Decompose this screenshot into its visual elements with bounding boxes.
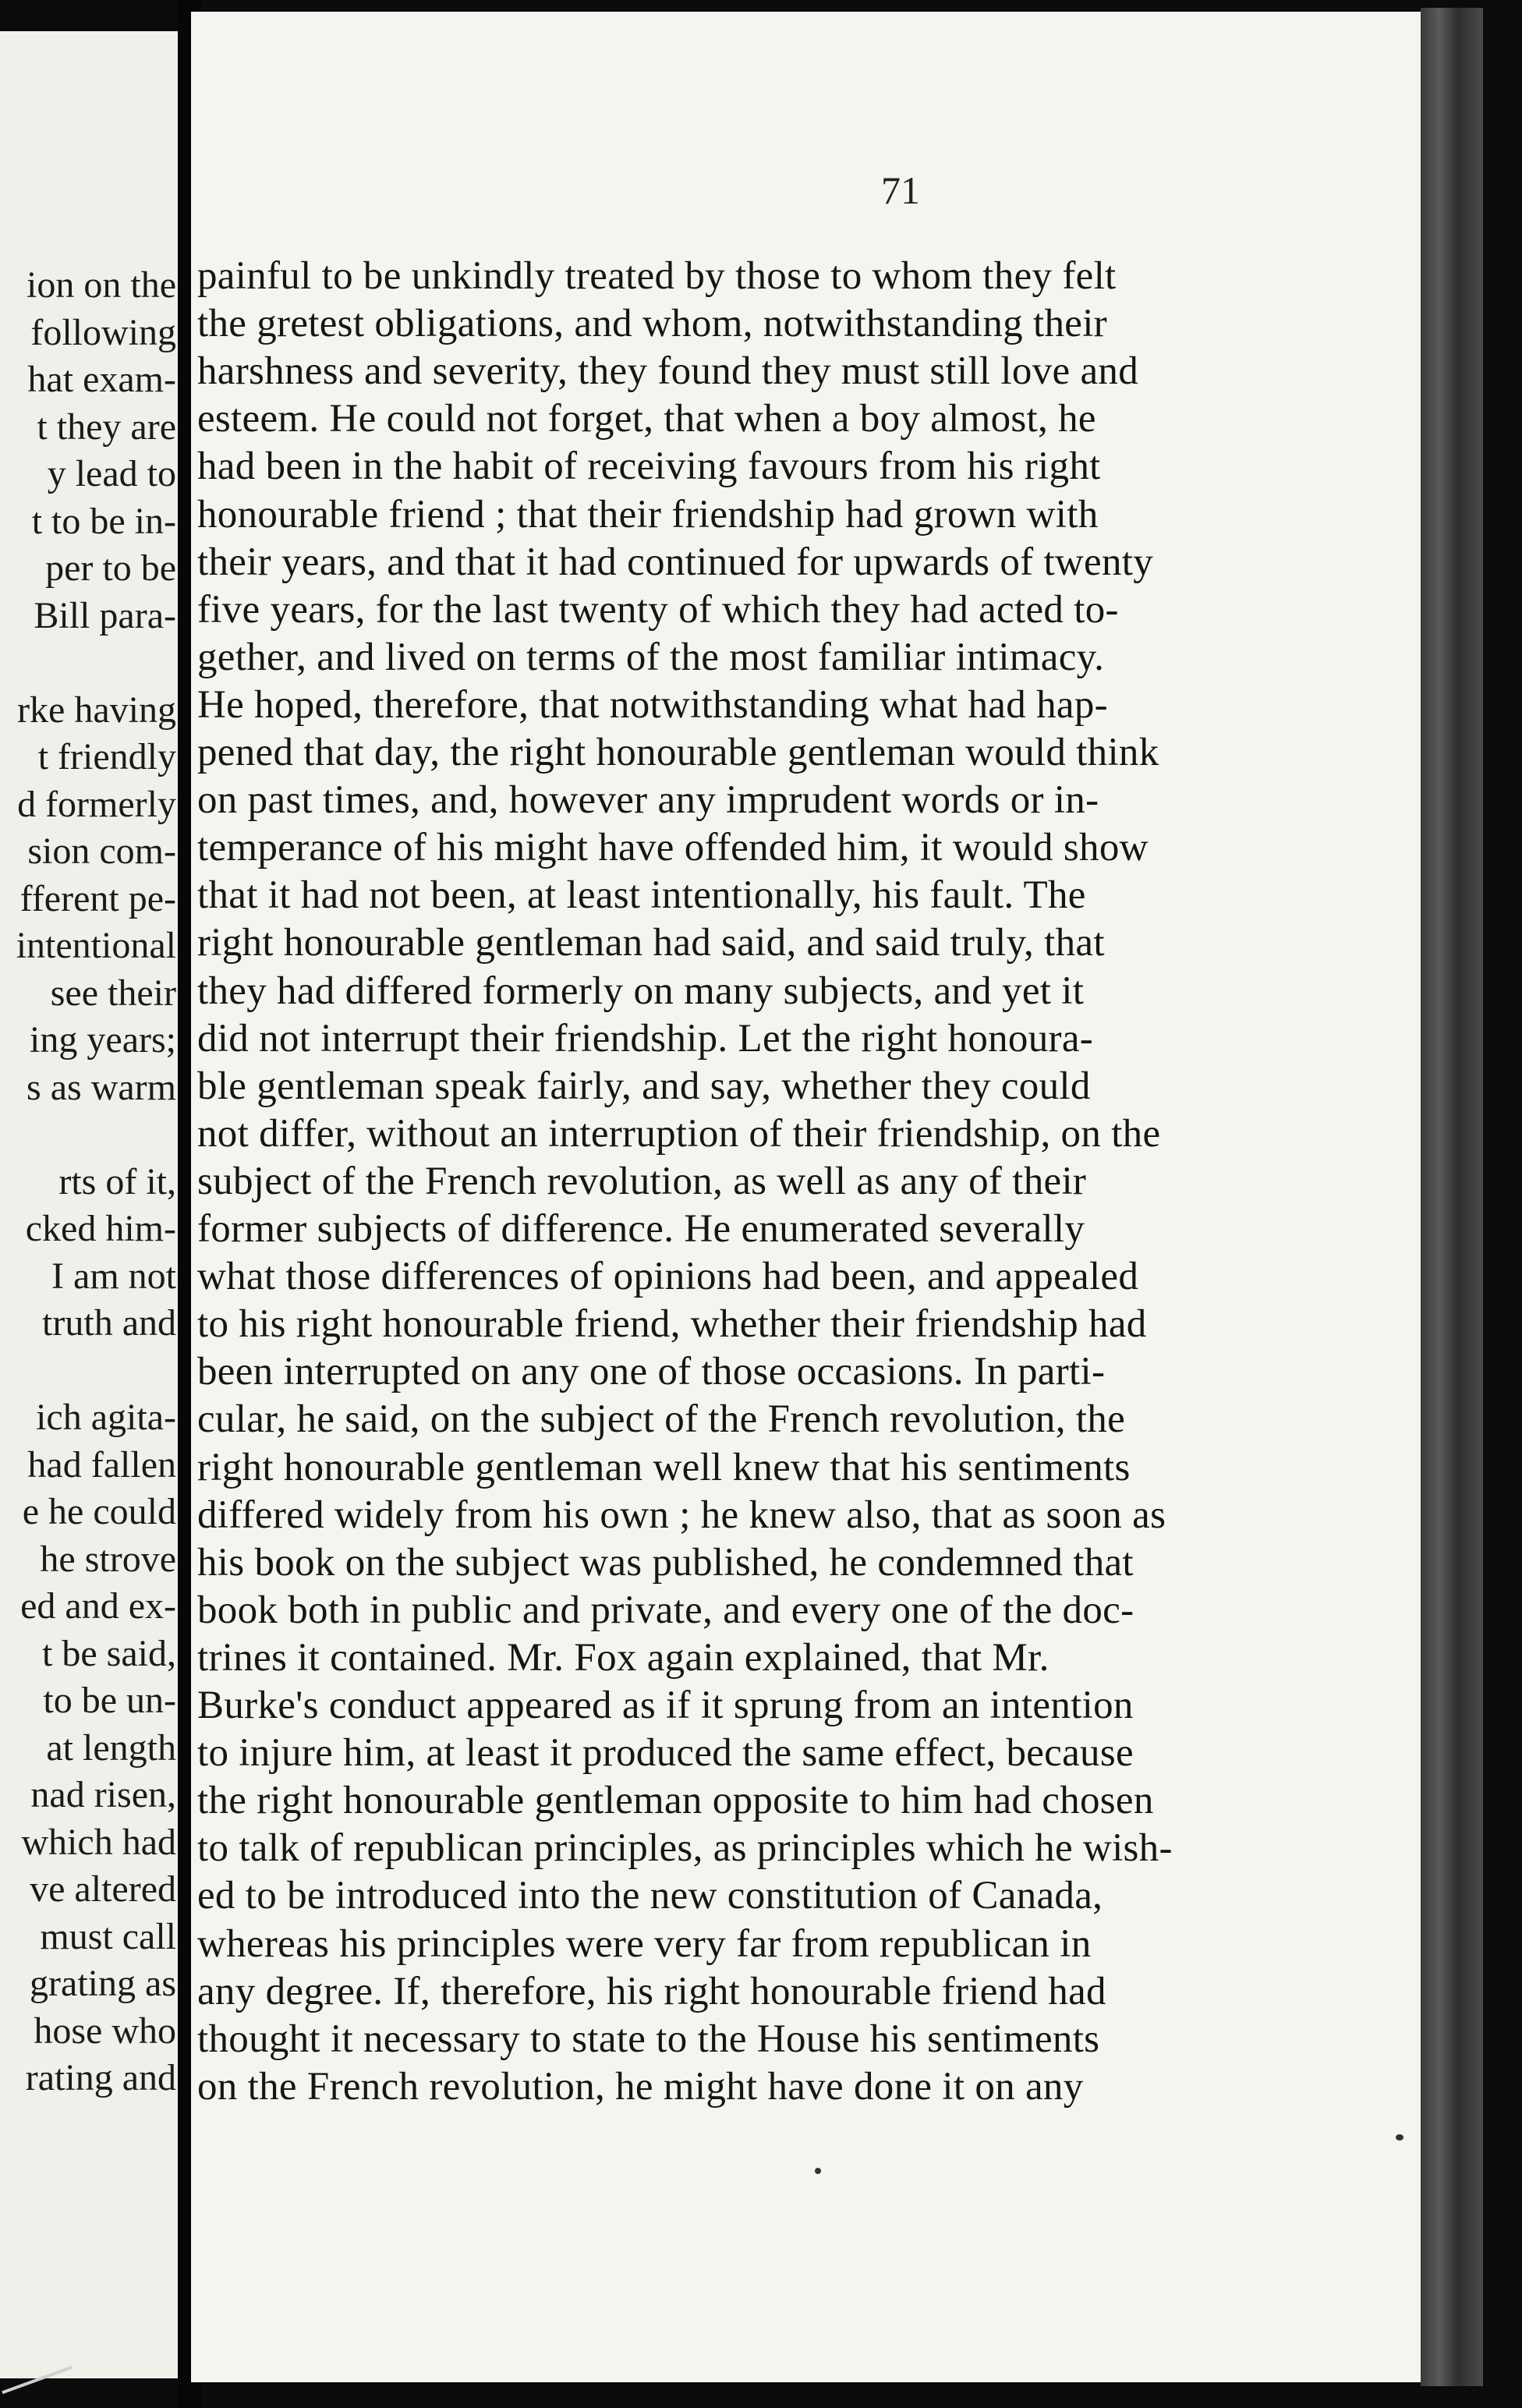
facing-page-fragment: hat exam- xyxy=(27,359,176,400)
facing-page-fragment: e he could xyxy=(22,1491,176,1532)
facing-page-fragment: t they are xyxy=(37,405,176,448)
text-line: subject of the French revolution, as well as any of their xyxy=(197,1159,1087,1203)
text-line: five years, for the last twenty of which they had acted to- xyxy=(197,587,1119,632)
facing-page-fragment: truth and xyxy=(42,1302,176,1344)
text-line: gether, and lived on terms of the most familiar intimacy. xyxy=(197,635,1105,679)
facing-page-fragment: rts of it, xyxy=(58,1160,176,1202)
facing-page-left xyxy=(0,31,181,2378)
facing-page-fragment: hose who xyxy=(34,2010,176,2052)
text-line: whereas his principles were very far from republican in xyxy=(197,1921,1092,1966)
text-line: their years, and that it had continued for upwards of twenty xyxy=(197,540,1154,584)
facing-page-fragment: which had xyxy=(21,1821,176,1863)
facing-page-fragment: cked him- xyxy=(25,1208,176,1249)
facing-page-fragment: must call xyxy=(40,1915,176,1957)
text-line: any degree. If, therefore, his right honourable friend had xyxy=(197,1969,1106,2013)
text-line: the right honourable gentleman opposite to him had chosen xyxy=(197,1779,1154,1823)
page-number: 71 xyxy=(881,168,920,212)
facing-page-fragment: y lead to xyxy=(47,453,176,494)
text-line: his book on the subject was published, he condemned that xyxy=(197,1540,1134,1585)
text-line: been interrupted on any one of those occasions. In parti- xyxy=(197,1350,1106,1394)
facing-page-fragment: had fallen xyxy=(27,1443,176,1486)
page-edge xyxy=(1421,8,1483,2386)
facing-page-fragment: t to be in- xyxy=(31,500,176,542)
text-line: the gretest obligations, and whom, notwithstanding their xyxy=(197,302,1107,346)
text-line: cular, he said, on the subject of the French revolution, the xyxy=(197,1397,1126,1442)
facing-page-fragment: see their xyxy=(50,972,176,1014)
text-line: esteem. He could not forget, that when a boy almost, he xyxy=(197,397,1096,441)
facing-page-fragment: ing years; xyxy=(30,1019,176,1061)
text-line: to his right honourable friend, whether their friendship had xyxy=(197,1302,1147,1347)
ink-speck xyxy=(1396,2134,1403,2141)
facing-page-fragment: to be un- xyxy=(43,1680,176,1721)
text-line: right honourable gentleman had said, and said truly, that xyxy=(197,921,1105,965)
facing-page-fragment: ed and ex- xyxy=(20,1585,176,1627)
facing-page-fragment: d formerly xyxy=(17,783,176,825)
facing-page-fragment: ich agita- xyxy=(36,1397,176,1438)
text-line: thought it necessary to state to the House his sentiments xyxy=(197,2017,1100,2061)
facing-page-fragment: t be said, xyxy=(42,1632,176,1674)
text-line: He hoped, therefore, that notwithstanding what had hap- xyxy=(197,682,1108,727)
facing-page-fragment: ion on the xyxy=(27,264,176,306)
facing-page-fragment: at length xyxy=(46,1726,176,1769)
facing-page-fragment: he strove xyxy=(40,1538,176,1580)
text-line: not differ, without an interruption of their friendship, on the xyxy=(197,1111,1161,1156)
text-line: on the French revolution, he might have done it on any xyxy=(197,2064,1084,2109)
facing-page-fragment: rating and xyxy=(25,2057,176,2098)
text-line: ed to be introduced into the new constitution of Canada, xyxy=(197,1874,1103,1918)
text-line: to injure him, at least it produced the same effect, because xyxy=(197,1731,1134,1776)
text-line: former subjects of difference. He enumerated severally xyxy=(197,1207,1085,1251)
facing-page-fragment: s as warm xyxy=(27,1066,176,1108)
text-line: harshness and severity, they found they must still love and xyxy=(197,349,1139,394)
text-line: what those differences of opinions had been, and appealed xyxy=(197,1255,1139,1299)
facing-page-fragment: I am not xyxy=(51,1255,176,1297)
facing-page-fragment: Bill para- xyxy=(34,594,176,636)
text-line: had been in the habit of receiving favours from his right xyxy=(197,444,1101,489)
text-line: temperance of his might have offended him, it would show xyxy=(197,826,1149,870)
text-line: differed widely from his own ; he knew also, that as soon as xyxy=(197,1493,1166,1537)
facing-page-fragment: intentional xyxy=(16,925,176,966)
text-line: pened that day, the right honourable gentleman would think xyxy=(197,731,1159,774)
facing-page-fragment: following xyxy=(30,311,176,353)
facing-page-fragment: fferent pe- xyxy=(19,877,176,919)
facing-page-fragment: rke having xyxy=(17,689,176,731)
facing-page-fragment: grating as xyxy=(30,1963,176,2004)
facing-page-fragment: per to be xyxy=(45,547,176,589)
facing-page-fragment: t friendly xyxy=(37,736,176,777)
text-line: that it had not been, at least intentionally, his fault. The xyxy=(197,873,1086,918)
text-line: they had differed formerly on many subjects, and yet it xyxy=(197,969,1085,1013)
text-line: right honourable gentleman well knew that his sentiments xyxy=(197,1445,1131,1489)
text-line: ble gentleman speak fairly, and say, whether they could xyxy=(197,1064,1091,1108)
facing-page-fragment: sion com- xyxy=(27,830,176,872)
text-line: on past times, and, however any imprudent words or in- xyxy=(197,778,1099,823)
text-line: Burke's conduct appeared as if it sprung from an intention xyxy=(197,1684,1134,1727)
facing-page-fragment: ve altered xyxy=(30,1868,176,1910)
book-page xyxy=(191,12,1466,2382)
text-line: did not interrupt their friendship. Let the right honoura- xyxy=(197,1016,1094,1061)
text-line: book both in public and private, and every one of the doc- xyxy=(197,1588,1134,1632)
text-line: painful to be unkindly treated by those to whom they felt xyxy=(197,254,1117,298)
text-line: to talk of republican principles, as principles which he wish- xyxy=(197,1826,1173,1871)
text-line: trines it contained. Mr. Fox again explained, that Mr. xyxy=(197,1635,1049,1680)
ink-speck xyxy=(815,2168,821,2174)
facing-page-fragment: nad risen, xyxy=(30,1774,176,1815)
text-line: honourable friend ; that their friendship had grown with xyxy=(197,492,1099,536)
